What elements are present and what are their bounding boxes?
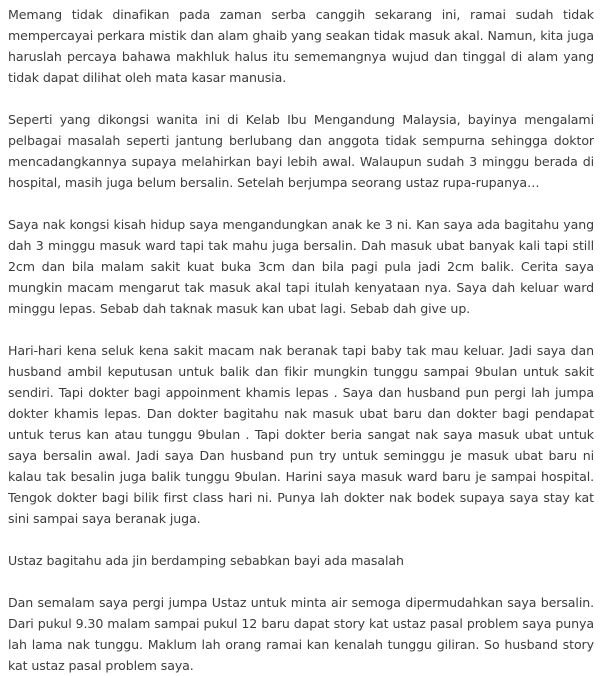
paragraph-subheading: Ustaz bagitahu ada jin berdamping sebabkan bayi ada masalah <box>8 553 404 568</box>
article-body <box>8 4 594 676</box>
paragraph-story-part-2: Hari-hari kena seluk kena sakit macam nak beranak tapi baby tak mau keluar. Jadi saya dan husband ambil keputusan untuk balik dan fikir mungkin tunggu sampai 9bulan untuk sakit sendiri. Tapi dokter bagi appoinment khamis lepas . Saya dan husband pun pergi lah jumpa dokter khamis lepas. Dan dokter bagitahu nak masuk ubat baru dan dokter bagi pendapat untuk terus kan atau tunggu 9bulan . Tapi dokter beria sangat nak saya masuk ubat untuk saya bersalin awal. Jadi saya Dan husband pun try untuk seminggu je masuk ubat baru ni kalau tak besalin juga balik tunggu 9bulan. Harini saya masuk ward baru je sampai hospital. Tengok dokter bagi bilik first class hari ni. Punya lah dokter nak bodek supaya saya stay kat sini sampai saya beranak juga. <box>8 343 594 526</box>
paragraph-story-part-1: Saya nak kongsi kisah hidup saya mengandungkan anak ke 3 ni. Kan saya ada bagitahu yang dah 3 minggu masuk ward tapi tak mahu juga bersalin. Dah masuk ubat banyak kali tapi still 2cm dan bila malam sakit kuat buka 3cm dan bila pagi pula jadi 2cm balik. Cerita saya mungkin macam mengarut tak masuk akal tapi itulah kenyataan nya. Saya dah keluar ward minggu lepas. Sebab dah taknak masuk kan ubat lagi. Sebab dah give up. <box>8 217 594 316</box>
paragraph-background: Seperti yang dikongsi wanita ini di Kelab Ibu Mengandung Malaysia, bayinya mengalami pelbagai masalah seperti jantung berlubang dan anggota tidak sempurna sehingga doktor mencadangkannya supaya melahirkan bayi lebih awal. Walaupun sudah 3 minggu berada di hospital, masih juga belum bersalin. Setelah berjumpa seorang ustaz rupa-rupanya… <box>8 112 594 190</box>
paragraph-story-part-3: Dan semalam saya pergi jumpa Ustaz untuk minta air semoga dipermudahkan saya bersalin. Dari pukul 9.30 malam sampai pukul 12 baru dapat story kat ustaz pasal problem saya punya lah lama nak tunggu. Maklum lah orang ramai kan kenalah tunggu giliran. So husband story kat ustaz pasal problem saya. <box>8 595 594 673</box>
paragraph-intro: Memang tidak dinafikan pada zaman serba canggih sekarang ini, ramai sudah tidak mempercayai perkara mistik dan alam ghaib yang seakan tidak masuk akal. Namun, kita juga haruslah percaya bahawa makhluk halus itu sememangnya wujud dan tinggal di alam yang tidak dapat dilihat oleh mata kasar manusia. <box>8 7 594 85</box>
